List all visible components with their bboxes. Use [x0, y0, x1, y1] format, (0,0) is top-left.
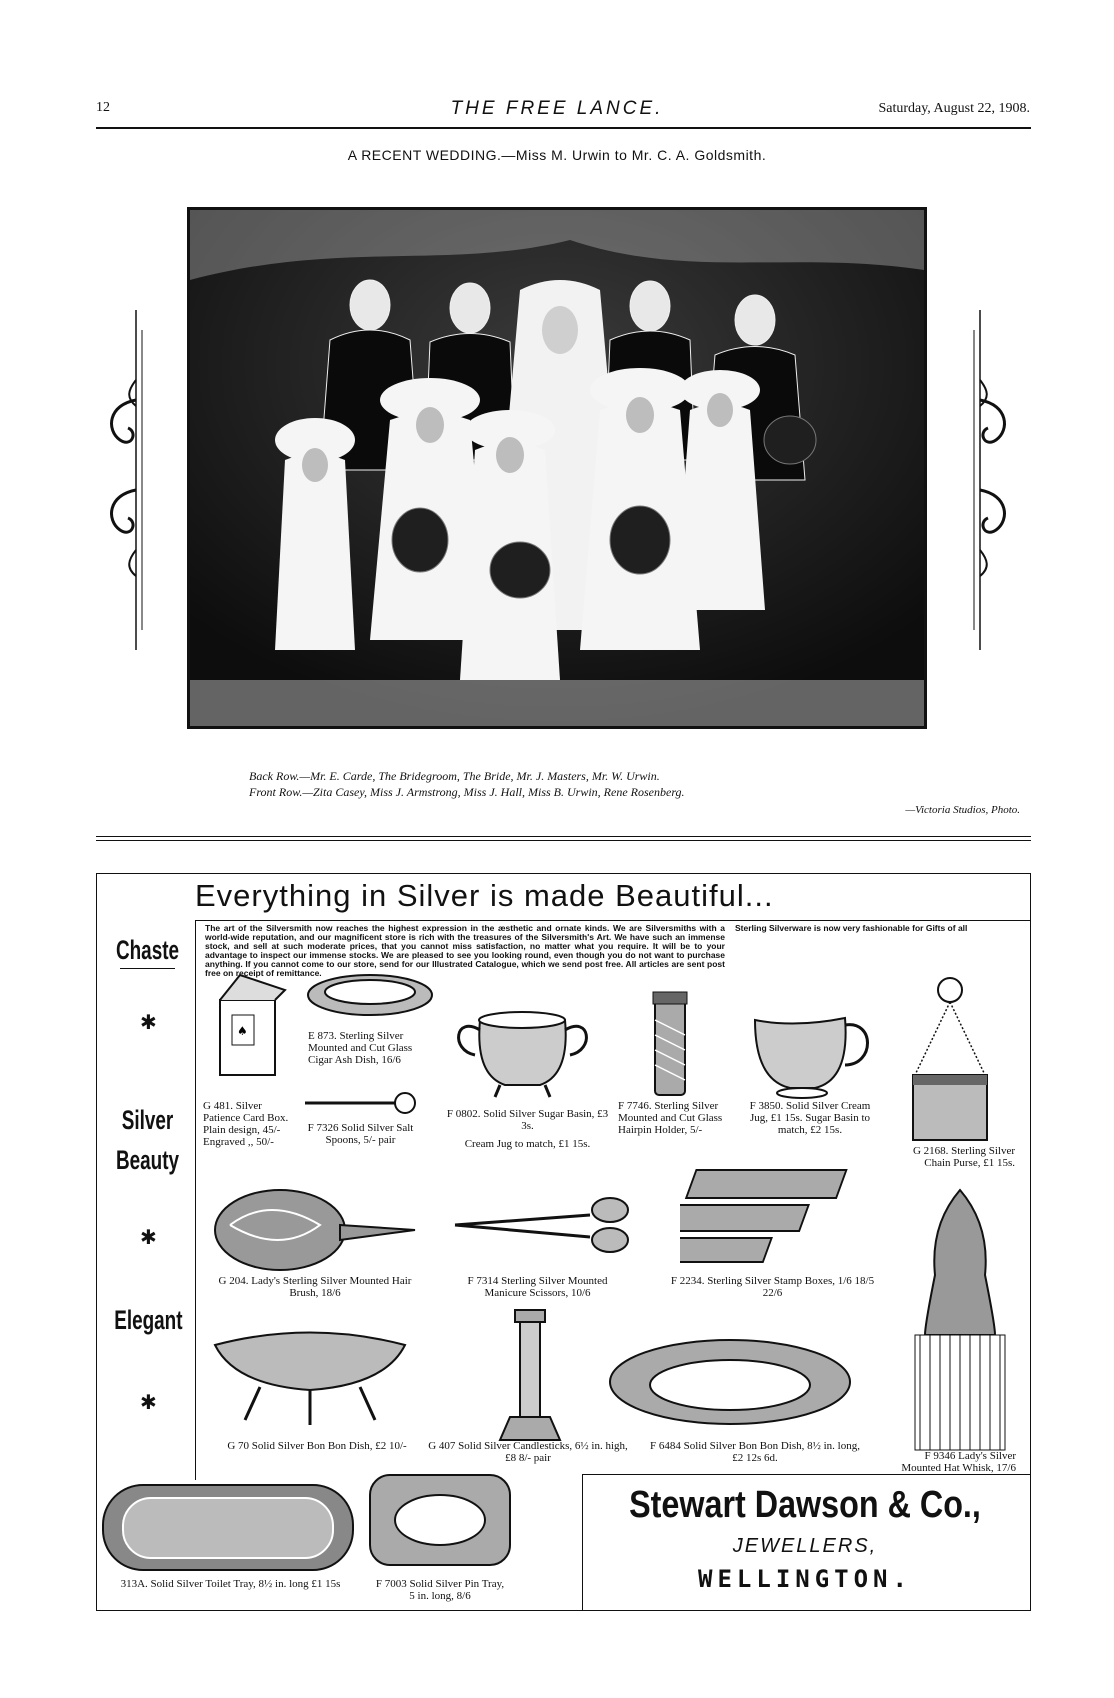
side-word-beauty: Beauty [115, 1145, 180, 1175]
ad-intro-right: Sterling Silverware is now very fashionable for Gifts of all [735, 923, 968, 933]
caption-sugar-basin: F 0802. Solid Silver Sugar Basin, £3 3s. [446, 1108, 609, 1132]
masthead-title: THE FREE LANCE. [450, 98, 664, 119]
side-word-silver: Silver [121, 1105, 174, 1135]
caption-ash-dish: E 873. Sterling Silver Mounted and Cut Glass Cigar Ash Dish, 16/6 [308, 1030, 413, 1066]
bon-bon-dish-2-image [605, 1335, 855, 1430]
star-ornament-1: ✱ [140, 1010, 157, 1034]
bon-bon-dish-1-image [210, 1325, 410, 1430]
caption-chain-purse: G 2168. Sterling Silver Chain Purse, £1 15s. [912, 1145, 1015, 1169]
caption-card-box: G 481. Silver Patience Card Box. Plain design, 45/- Engraved ,, 50/- [203, 1100, 289, 1148]
page-number: 12 [96, 100, 110, 115]
caption-back-row: Back Row.—Mr. E. Carde, The Bridegroom, The Bride, Mr. J. Masters, Mr. W. Urwin. [249, 769, 660, 783]
ash-dish-image [305, 970, 435, 1020]
star-ornament-3: ✱ [140, 1390, 157, 1414]
left-scroll-ornament [98, 310, 158, 650]
caption-bon-bon-1: G 70 Solid Silver Bon Bon Dish, £2 10/- [227, 1440, 407, 1452]
chain-purse-image [905, 975, 995, 1145]
hair-brush-image [210, 1185, 420, 1275]
side-word-chaste: Chaste [115, 935, 180, 965]
caption-hairpin-holder: F 7746. Sterling Silver Mounted and Cut Glass Hairpin Holder, 5/- [618, 1100, 723, 1136]
hairpin-holder-image [650, 990, 690, 1100]
right-scroll-ornament [958, 310, 1018, 650]
ad-headline: Everything in Silver is made Beautiful... [195, 878, 774, 913]
ad-inner-left-rule [195, 920, 196, 1480]
star-ornament-2: ✱ [140, 1225, 157, 1249]
caption-salt-spoons: F 7326 Solid Silver Salt Spoons, 5/- pair [307, 1122, 414, 1146]
company-box-top [582, 1474, 1031, 1475]
pin-tray-image [365, 1470, 515, 1570]
sugar-basin-image [445, 1000, 600, 1100]
headline-rule [195, 920, 1031, 921]
ad-intro: The art of the Silversmith now reaches the highest expression in the æsthetic and ornate kinds. We are Silversmiths with a world-wide reputation, and our magnificent store is rich with the treasures of the Silversmith's Art. We have such an immense stock, and sell at such moderate prices, that you cannot miss satisfaction, no matter what you require. It will be to your advantage to inspect our immense stocks. We are pleased to see you looking round, even though you do not want to purchase anything. If you cannot come to our store, send for our Illustrated Catalogue, which we send post free. All articles are sent post free on receipt of remittance. [205, 923, 725, 978]
photo-credit: —Victoria Studios, Photo. [905, 804, 1020, 816]
company-trade: JEWELLERS, [732, 1535, 878, 1557]
svg-text:♠: ♠ [237, 1024, 248, 1038]
caption-cream-jug-match: Cream Jug to match, £1 15s. [464, 1138, 591, 1150]
hat-whisk-image [905, 1185, 1015, 1455]
caption-cream-jug: F 3850. Solid Silver Cream Jug, £1 15s. Sugar Basin to match, £2 15s. [749, 1100, 871, 1136]
scissors-image [450, 1195, 640, 1255]
wedding-heading: A RECENT WEDDING.—Miss M. Urwin to Mr. C. A. Goldsmith. [347, 147, 767, 163]
card-box-image [210, 970, 290, 1080]
caption-hair-brush: G 204. Lady's Sterling Silver Mounted Hair Brush, 18/6 [218, 1275, 412, 1299]
section-rule-2 [96, 840, 1031, 841]
toilet-tray-image [98, 1480, 358, 1575]
company-name: Stewart Dawson & Co., [629, 1484, 981, 1526]
cream-jug-image [745, 1000, 885, 1100]
candlestick-image [490, 1305, 570, 1445]
caption-bon-bon-2: F 6484 Solid Silver Bon Bon Dish, 8½ in. long, £2 12s 6d. [650, 1440, 860, 1464]
caption-front-row: Front Row.—Zita Casey, Miss J. Armstrong, Miss J. Hall, Miss B. Urwin, Rene Rosenberg. [249, 785, 685, 799]
issue-date: Saturday, August 22, 1908. [878, 101, 1030, 116]
salt-spoon-image [300, 1088, 420, 1118]
caption-toilet-tray: 313A. Solid Silver Toilet Tray, 8½ in. long £1 15s [120, 1578, 341, 1590]
header-rule [96, 127, 1031, 129]
side-word-elegant: Elegant [114, 1305, 183, 1335]
caption-candlesticks: G 407 Solid Silver Candlesticks, 6½ in. high, £8 8/- pair [428, 1440, 628, 1464]
caption-hat-whisk: F 9346 Lady's Silver Mounted Hat Whisk, 17/6 [901, 1450, 1016, 1474]
company-box-left [582, 1474, 583, 1611]
caption-stamp-boxes: F 2234. Sterling Silver Stamp Boxes, 1/6 18/5 22/6 [670, 1275, 875, 1299]
chaste-underline [120, 968, 175, 969]
section-rule-1 [96, 836, 1031, 837]
wedding-photograph [187, 207, 927, 729]
stamp-boxes-image [680, 1160, 860, 1270]
company-city: WELLINGTON. [698, 1565, 912, 1593]
caption-scissors: F 7314 Sterling Silver Mounted Manicure Scissors, 10/6 [467, 1275, 608, 1299]
caption-pin-tray: F 7003 Solid Silver Pin Tray, 5 in. long, 8/6 [375, 1578, 505, 1602]
